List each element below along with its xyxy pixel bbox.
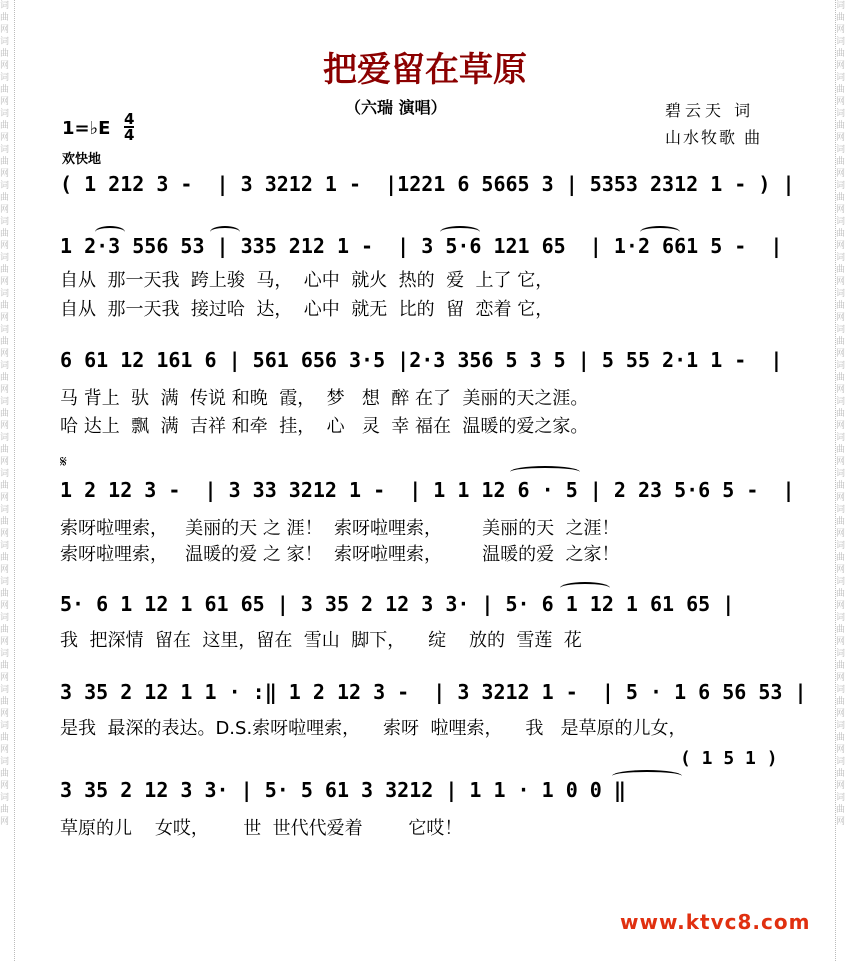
composer-credit: 山水牧歌 曲 xyxy=(665,128,763,147)
notation-line-5: 5· 6 1 12 1 61 65 | 3 35 2 12 3 3· | 5· 6 1 12 1 61 65 | xyxy=(60,592,735,616)
left-side-watermark: 词曲网词曲网词曲网词曲网词曲网词曲网词曲网词曲网词曲网词曲网词曲网词曲网词曲网词曲网词曲网词曲网词曲网词曲网词曲网词曲网词曲网词曲网词曲网 xyxy=(0,0,15,961)
lyrics-line-2a: 自从 那一天我 跨上骏 马， 心中 就火 热的 爱 上了 它， xyxy=(60,270,554,291)
singer-credit: （六瑞 演唱） xyxy=(345,98,447,117)
lyrics-line-6: 是我 最深的表达。D.S.索呀啦哩索， 索呀 啦哩索， 我 是草原的儿女， xyxy=(60,718,687,739)
lyrics-line-4b: 索呀啦哩索， 温暖的爱 之 家！ 索呀啦哩索， 温暖的爱 之家！ xyxy=(60,544,620,565)
time-signature xyxy=(124,112,134,142)
song-title: 把爱留在草原 xyxy=(323,50,527,90)
notation-line-4: 1 2 12 3 - | 3 33 3212 1 - | 1 1 12 6 · 5 | 2 23 5·6 5 - | xyxy=(60,478,795,502)
slur-mark xyxy=(560,582,610,594)
tempo-marking: 欢快地 xyxy=(62,152,102,167)
lyrics-line-3a: 马 背上 驮 满 传说 和晚 霞， 梦 想 醉 在了 美丽的天之涯。 xyxy=(60,388,589,409)
lyrics-line-2b: 自从 那一天我 接过哈 达， 心中 就无 比的 留 恋着 它， xyxy=(60,299,554,320)
lyrics-line-7: 草原的儿 女哎， 世 世代代爱着 它哎！ xyxy=(60,818,463,839)
notation-line-1: ( 1 212 3 - | 3 3212 1 - |1221 6 5665 3 | 5353 2312 1 - ) | xyxy=(60,172,795,196)
segno-sign: 𝄋 xyxy=(60,452,67,471)
coda-alternate-notes: ( 1 5 1 ) xyxy=(680,748,778,769)
site-watermark xyxy=(620,910,810,934)
notation-line-6: 3 35 2 12 1 1 · :‖ 1 2 12 3 - | 3 3212 1 - | 5 · 1 6 56 53 | xyxy=(60,680,807,704)
slur-mark xyxy=(612,770,682,782)
slur-mark xyxy=(510,466,580,478)
slur-mark xyxy=(210,226,240,238)
time-top: 4 xyxy=(124,110,135,128)
slur-mark xyxy=(640,226,680,238)
watermark-text: www.ktvc8.com xyxy=(620,910,811,934)
key-signature: 1=♭E xyxy=(62,118,111,139)
slur-mark xyxy=(440,226,480,238)
time-bottom: 4 xyxy=(124,126,135,144)
right-side-watermark: 词曲网词曲网词曲网词曲网词曲网词曲网词曲网词曲网词曲网词曲网词曲网词曲网词曲网词曲网词曲网词曲网词曲网词曲网词曲网词曲网词曲网词曲网词曲网 xyxy=(835,0,850,961)
notation-line-2: 1 2·3 556 53 | 335 212 1 - | 3 5·6 121 65 | 1·2 661 5 - | xyxy=(60,234,783,258)
lyricist-credit: 碧云天 词 xyxy=(665,101,755,120)
notation-line-7: 3 35 2 12 3 3· | 5· 5 61 3 3212 | 1 1 · 1 0 0 ‖ xyxy=(60,778,626,802)
lyrics-line-5: 我 把深情 留在 这里，留在 雪山 脚下， 绽 放的 雪莲 花 xyxy=(60,630,582,651)
slur-mark xyxy=(95,226,125,238)
lyrics-line-4a: 索呀啦哩索， 美丽的天 之 涯！ 索呀啦哩索， 美丽的天 之涯！ xyxy=(60,518,620,539)
lyrics-line-3b: 哈 达上 飘 满 吉祥 和牵 挂， 心 灵 幸 福在 温暖的爱之家。 xyxy=(60,416,589,437)
notation-line-3: 6 61 12 161 6 | 561 656 3·5 |2·3 356 5 3 5 | 5 55 2·1 1 - | xyxy=(60,348,783,372)
